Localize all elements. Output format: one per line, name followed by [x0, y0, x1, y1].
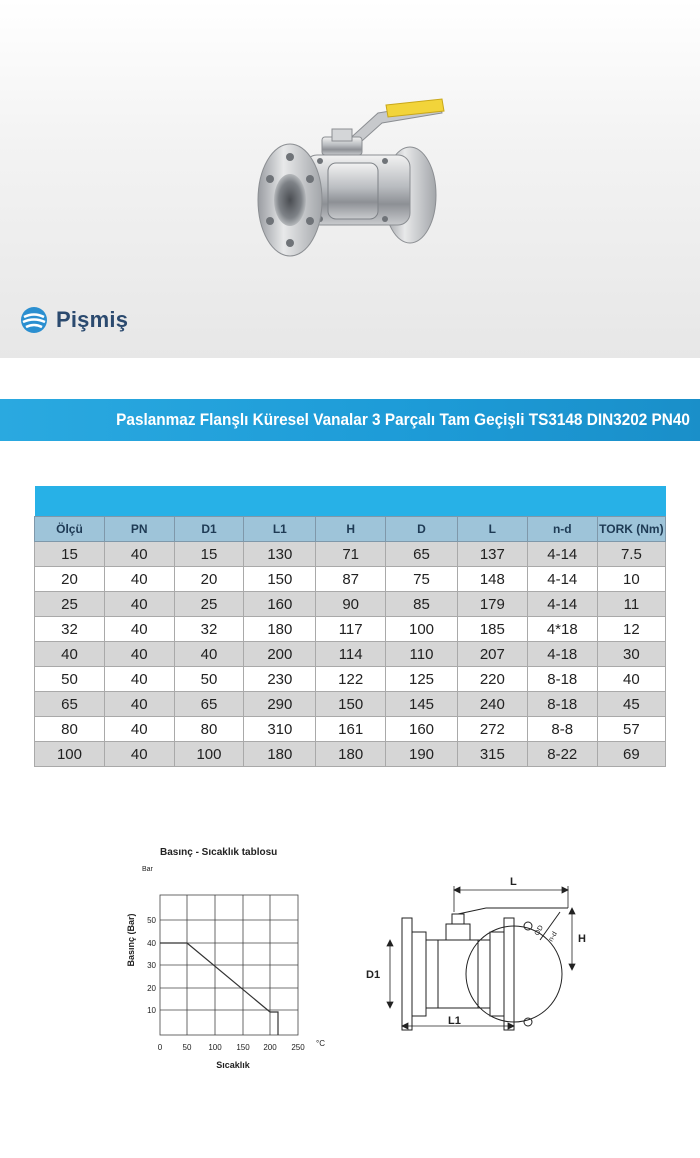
table-cell: 4*18 [527, 617, 597, 642]
table-cell: 122 [316, 667, 386, 692]
table-header-row [35, 517, 666, 542]
table-header-cell: n-d [527, 517, 597, 542]
brand-name: Pişmiş [56, 307, 129, 332]
table-header-cell: L [457, 517, 527, 542]
table-cell: 315 [457, 742, 527, 767]
table-cell: 8-8 [527, 717, 597, 742]
table-header-cell: Ölçü [35, 517, 105, 542]
table-cell: 180 [244, 742, 316, 767]
valve-drawing [402, 908, 568, 1030]
table-cell: 4-18 [527, 642, 597, 667]
table-cell: 8-18 [527, 667, 597, 692]
table-cell: 125 [386, 667, 458, 692]
table-header-cell: L1 [244, 517, 316, 542]
pt-x-tick: 100 [208, 1043, 222, 1052]
table-cell: 272 [457, 717, 527, 742]
pt-y-tick: 10 [147, 1006, 156, 1015]
table-cell: 40 [104, 642, 174, 667]
table-cell: 71 [316, 542, 386, 567]
table-cell: 130 [244, 542, 316, 567]
table-cell: 40 [104, 667, 174, 692]
table-cell: 240 [457, 692, 527, 717]
technical-diagrams [120, 840, 600, 1080]
table-cell: 40 [104, 692, 174, 717]
pt-x-tick: 50 [182, 1043, 192, 1052]
table-cell: 4-14 [527, 567, 597, 592]
table-cell: 145 [386, 692, 458, 717]
table-cell: 40 [35, 642, 105, 667]
table-cell: 65 [386, 542, 458, 567]
pt-y-tick: 30 [147, 961, 156, 970]
table-cell: 50 [174, 667, 244, 692]
table-cell: 148 [457, 567, 527, 592]
table-cell: 12 [597, 617, 665, 642]
pt-chart-unit: Bar [142, 866, 153, 873]
table-cell: 180 [244, 617, 316, 642]
table-cell: 110 [386, 642, 458, 667]
pt-chart-grid [160, 895, 298, 1035]
table-cell: 207 [457, 642, 527, 667]
dim-L: L [510, 876, 517, 888]
table-cell: 230 [244, 667, 316, 692]
table-cell: 87 [316, 567, 386, 592]
table-cell: 50 [35, 667, 105, 692]
pt-x-tick: 200 [263, 1043, 277, 1052]
pt-x-tick: 250 [291, 1043, 305, 1052]
table-cell: 137 [457, 542, 527, 567]
table-cell: 40 [104, 542, 174, 567]
table-cell: 40 [597, 667, 665, 692]
table-header-cell: PN [104, 517, 174, 542]
table-cell: 11 [597, 592, 665, 617]
spec-table [34, 486, 666, 767]
table-row [35, 617, 666, 642]
table-cell: 80 [174, 717, 244, 742]
table-row [35, 642, 666, 667]
brand-logo [20, 306, 128, 334]
pt-x-tick: 150 [236, 1043, 250, 1052]
table-cell: 80 [35, 717, 105, 742]
table-cell: 15 [174, 542, 244, 567]
table-header-cell: D [386, 517, 458, 542]
table-cell: 69 [597, 742, 665, 767]
table-top-band [35, 486, 666, 517]
table-cell: 310 [244, 717, 316, 742]
dim-D1: D1 [366, 969, 381, 981]
dim-L1: L1 [448, 1015, 461, 1027]
table-cell: 30 [597, 642, 665, 667]
table-cell: 40 [104, 717, 174, 742]
hero-banner [0, 0, 700, 358]
table-row [35, 667, 666, 692]
table-cell: 40 [104, 617, 174, 642]
table-cell: 190 [386, 742, 458, 767]
table-cell: 75 [386, 567, 458, 592]
table-cell: 40 [104, 592, 174, 617]
table-header-cell: H [316, 517, 386, 542]
table-cell: 90 [316, 592, 386, 617]
table-cell: 180 [316, 742, 386, 767]
table-cell: 25 [35, 592, 105, 617]
table-cell: 185 [457, 617, 527, 642]
table-row [35, 692, 666, 717]
table-cell: 220 [457, 667, 527, 692]
table-cell: 20 [35, 567, 105, 592]
table-cell: 117 [316, 617, 386, 642]
table-cell: 160 [244, 592, 316, 617]
table-header-cell: TORK (Nm) [597, 517, 665, 542]
table-header-cell: D1 [174, 517, 244, 542]
table-cell: 65 [174, 692, 244, 717]
table-row [35, 592, 666, 617]
table-cell: 161 [316, 717, 386, 742]
table-cell: 160 [386, 717, 458, 742]
table-cell: 32 [35, 617, 105, 642]
table-cell: 25 [174, 592, 244, 617]
pt-chart-xunit: °C [316, 1039, 325, 1048]
valve-product-image [250, 95, 450, 275]
table-cell: 40 [104, 742, 174, 767]
table-cell: 8-18 [527, 692, 597, 717]
table-cell: 40 [174, 642, 244, 667]
dim-nd: n-d [547, 930, 559, 943]
table-cell: 179 [457, 592, 527, 617]
pt-y-tick: 40 [147, 939, 156, 948]
table-cell: 85 [386, 592, 458, 617]
table-row [35, 542, 666, 567]
table-cell: 4-14 [527, 592, 597, 617]
table-cell: 114 [316, 642, 386, 667]
table-cell: 45 [597, 692, 665, 717]
table-cell: 150 [244, 567, 316, 592]
table-cell: 40 [104, 567, 174, 592]
table-cell: 57 [597, 717, 665, 742]
pt-chart-xlabel: Sıcaklık [216, 1060, 250, 1070]
table-cell: 200 [244, 642, 316, 667]
title-bar [0, 399, 700, 441]
dim-H: H [578, 933, 586, 945]
brand-mark-icon [20, 306, 48, 334]
table-cell: 20 [174, 567, 244, 592]
pt-y-tick: 50 [147, 916, 156, 925]
table-cell: 290 [244, 692, 316, 717]
table-row [35, 717, 666, 742]
table-row [35, 742, 666, 767]
pt-x-tick: 0 [157, 1043, 163, 1052]
table-cell: 100 [174, 742, 244, 767]
table-cell: 150 [316, 692, 386, 717]
page-title: Paslanmaz Flanşlı Küresel Vanalar 3 Parçalı Tam Geçişli TS3148 DIN3202 PN40 [116, 411, 690, 429]
pt-y-tick: 20 [147, 984, 156, 993]
table-cell: 10 [597, 567, 665, 592]
pt-chart-ylabel: Basınç (Bar) [126, 913, 136, 967]
table-cell: 100 [35, 742, 105, 767]
table-cell: 65 [35, 692, 105, 717]
dim-OD: OD [533, 924, 545, 937]
pt-curve [160, 943, 278, 1035]
table-cell: 7.5 [597, 542, 665, 567]
table-row [35, 567, 666, 592]
table-cell: 4-14 [527, 542, 597, 567]
pt-chart-title: Basınç - Sıcaklık tablosu [160, 847, 278, 858]
table-cell: 8-22 [527, 742, 597, 767]
table-cell: 100 [386, 617, 458, 642]
table-cell: 15 [35, 542, 105, 567]
table-cell: 32 [174, 617, 244, 642]
